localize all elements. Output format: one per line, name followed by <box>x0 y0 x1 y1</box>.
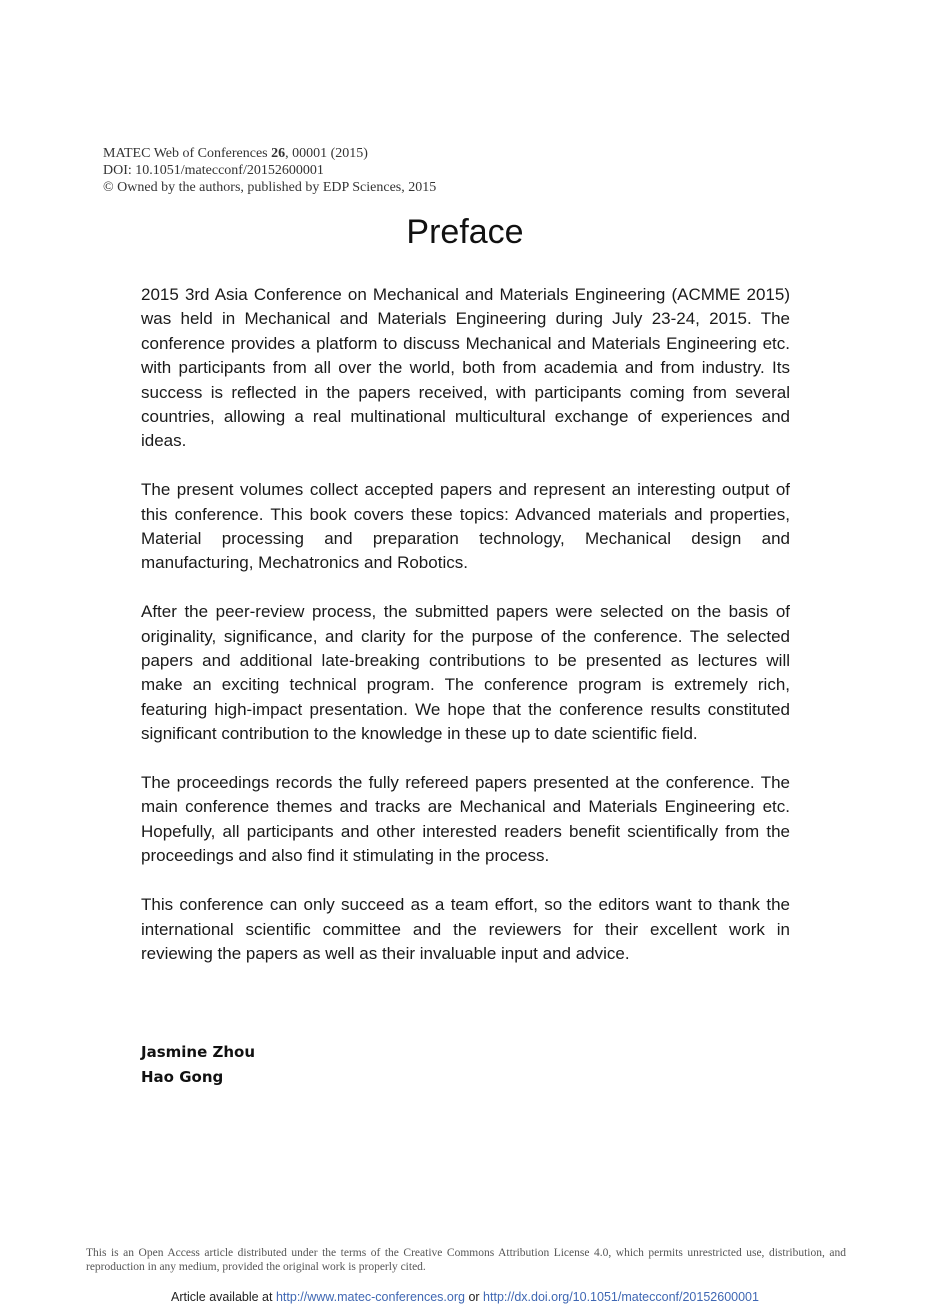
paragraph-2: The present volumes collect accepted papers and represent an interesting output of this conference. This book covers these topics: Advanced materials and properties, Material processing and preparation technology, Mechanical design and manufacturing, Mechatronics and Robotics. <box>141 480 790 573</box>
page-title: Preface <box>406 213 524 251</box>
citation-line: MATEC Web of Conferences 26, 00001 (2015) <box>103 146 368 161</box>
matec-conferences-link[interactable]: http://www.matec-conferences.org <box>275 1290 465 1304</box>
author-list <box>141 1040 255 1089</box>
link-connector: or <box>468 1290 480 1304</box>
copyright-line: © Owned by the authors, published by EDP Sciences, 2015 <box>103 180 437 195</box>
paragraph-5: This conference can only succeed as a team effort, so the editors want to thank the international scientific committee and the reviewers for their excellent work in reviewing the papers as well as their invaluable input and advice. <box>141 895 790 963</box>
article-availability-line <box>0 1289 930 1305</box>
license-notice: This is an Open Access article distributed under the terms of the Creative Commons Attribution License 4.0, which permits unrestricted use, distribution, and reproduction in any medium, provided the original work is properly cited. <box>86 1247 846 1273</box>
article-number: 00001 <box>292 146 328 161</box>
doi-line: DOI: 10.1051/matecconf/20152600001 <box>103 163 324 178</box>
doi-link[interactable]: http://dx.doi.org/10.1051/matecconf/20152600001 <box>483 1290 759 1304</box>
paragraph-1: 2015 3rd Asia Conference on Mechanical and Materials Engineering (ACMME 2015) was held in Mechanical and Materials Engineering during July 23-24, 2015. The conference provides a platform to discuss Mechanical and Materials Engineering etc. with participants from all over the world, both from academia and from industry. Its success is reflected in the papers received, with participants coming from several countries, allowing a real multinational multicultural exchange of experiences and ideas. <box>141 285 790 451</box>
journal-name: MATEC Web of Conferences <box>103 146 268 161</box>
author-name: Hao Gong <box>141 1067 224 1086</box>
volume-number: 26 <box>271 146 286 161</box>
article-available-label: Article available at <box>171 1290 273 1304</box>
journal-header <box>103 145 436 196</box>
publication-year: (2015) <box>330 146 368 161</box>
preface-body <box>141 283 790 991</box>
paragraph-3: After the peer-review process, the submitted papers were selected on the basis of originality, significance, and clarity for the purpose of the conference. The selected papers and additional late-breaking contributions to be presented as lectures will make an exciting technical program. The conference program is extremely rich, featuring high-impact presentation. We hope that the conference results constituted significant contribution to the knowledge in these up to date scientific field. <box>141 602 790 744</box>
author-name: Jasmine Zhou <box>141 1043 256 1061</box>
paragraph-4: The proceedings records the fully refereed papers presented at the conference. The main conference themes and tracks are Mechanical and Materials Engineering etc. Hopefully, all participants and other interested readers benefit scientifically from the proceedings and also find it stimulating in the process. <box>141 773 790 866</box>
